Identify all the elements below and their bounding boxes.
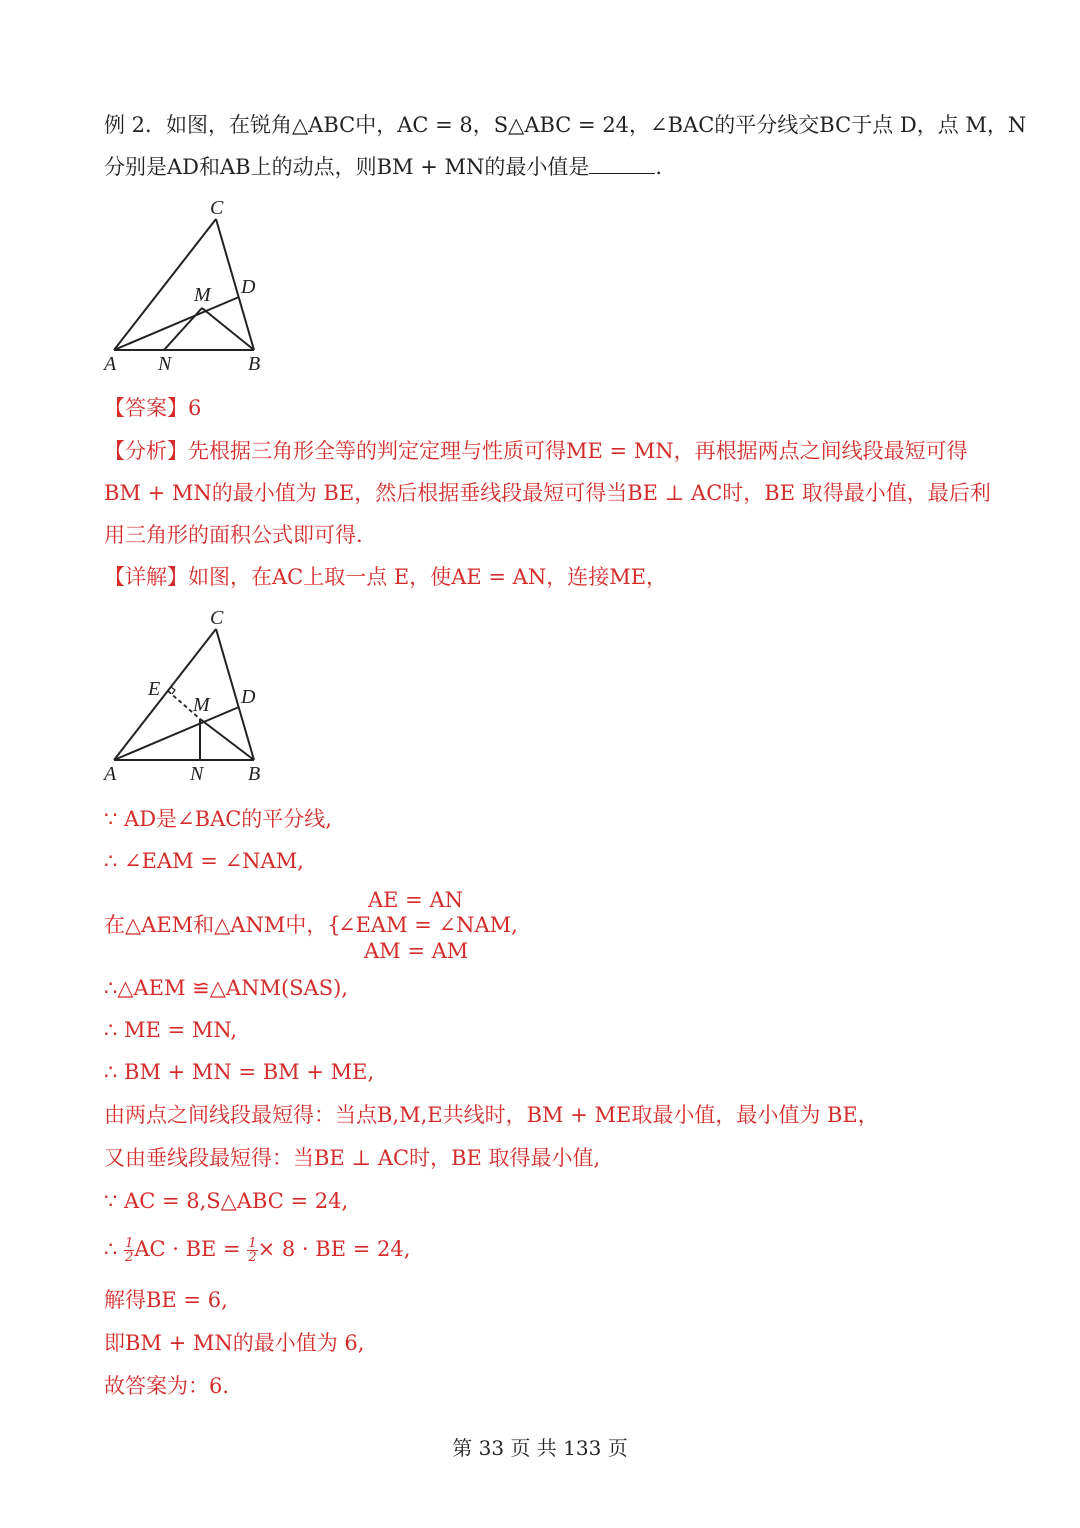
label-B: B: [248, 353, 261, 375]
segment-BM: [202, 308, 254, 350]
figure-1-triangle: [96, 194, 286, 378]
answer-tag: 【答案】: [104, 396, 188, 420]
system-eq-1: AE = AN: [368, 888, 463, 912]
system-eq-3: AM = AM: [364, 939, 469, 963]
analysis-line-3: 用三角形的面积公式即可得.: [104, 523, 363, 547]
figure-2-lines: [114, 629, 254, 760]
step-3: ∴△AEM ≌△ANM(SAS),: [104, 976, 348, 1000]
step-4: ∴ ME = MN,: [104, 1018, 238, 1042]
step-9-mid: AC · BE =: [134, 1237, 241, 1261]
detail-text-1: 如图，在AC上取一点 E，使AE = AN，连接ME，: [188, 565, 668, 589]
page-footer: 第 33 页 共 133 页: [452, 1436, 628, 1460]
answer-blank: [589, 153, 655, 174]
analysis-line-1: [104, 436, 968, 466]
detail-line-1: [104, 562, 667, 592]
segment-MN: [164, 308, 202, 350]
step-6: 由两点之间线段最短得：当点B,M,E共线时，BM + ME取最小值，最小值为 BE，: [104, 1103, 879, 1127]
label-N: N: [190, 763, 204, 785]
label-C: C: [210, 197, 224, 219]
system-eq-2: ∠EAM = ∠NAM,: [338, 913, 518, 937]
right-angle-mark: [171, 687, 175, 694]
figure-1-lines: [114, 219, 254, 350]
analysis-text-1: 先根据三角形全等的判定定理与性质可得ME = MN，再根据两点之间线段最短可得: [188, 439, 968, 463]
label-E: E: [148, 678, 161, 700]
fraction-half-1: [124, 1237, 134, 1264]
step-9-therefore: ∴: [104, 1237, 118, 1261]
segment-BM: [200, 719, 254, 760]
analysis-line-2: BM + MN的最小值为 BE，然后根据垂线段最短可得当BE ⊥ AC时，BE 取得最小值，最后利: [104, 481, 991, 505]
step-12: 故答案为：6.: [104, 1374, 230, 1398]
step-2: ∴ ∠EAM = ∠NAM,: [104, 849, 304, 873]
fraction-2-denominator: 2: [248, 1250, 257, 1265]
problem-line-2: [104, 152, 662, 182]
label-D: D: [241, 686, 256, 708]
step-9: [104, 1234, 410, 1264]
fraction-2-numerator: 1: [248, 1236, 257, 1251]
label-D: D: [241, 276, 256, 298]
label-N: N: [158, 353, 172, 375]
problem-line-2-end: .: [655, 155, 663, 179]
label-M: M: [194, 284, 211, 306]
step-1: ∵ AD是∠BAC的平分线,: [104, 807, 332, 831]
label-A: A: [104, 763, 117, 785]
step-7: 又由垂线段最短得：当BE ⊥ AC时，BE 取得最小值,: [104, 1146, 601, 1170]
answer-line: [104, 393, 201, 423]
label-C: C: [210, 607, 224, 629]
answer-value: 6: [188, 396, 202, 420]
step-9-end: × 8 · BE = 24,: [257, 1237, 411, 1261]
detail-tag: 【详解】: [104, 565, 188, 589]
step-8: ∵ AC = 8,S△ABC = 24,: [104, 1189, 349, 1213]
fraction-half-2: [247, 1237, 257, 1264]
step-10: 解得BE = 6,: [104, 1288, 228, 1312]
label-M: M: [193, 694, 210, 716]
analysis-tag: 【分析】: [104, 439, 188, 463]
step-5: ∴ BM + MN = BM + ME,: [104, 1060, 375, 1084]
label-A: A: [104, 353, 117, 375]
fraction-1-denominator: 2: [125, 1250, 134, 1265]
system-prefix: 在△AEM和△ANM中，{: [104, 913, 341, 937]
figure-2-triangle: [96, 604, 286, 788]
label-B: B: [248, 763, 261, 785]
step-11: 即BM + MN的最小值为 6,: [104, 1331, 365, 1355]
problem-line-1: 例 2．如图，在锐角△ABC中，AC = 8，S△ABC = 24，∠BAC的平分线交BC于点 D，点 M，N: [104, 113, 1027, 137]
fraction-1-numerator: 1: [125, 1236, 134, 1251]
problem-line-2-text: 分别是AD和AB上的动点，则BM + MN的最小值是: [104, 155, 590, 179]
